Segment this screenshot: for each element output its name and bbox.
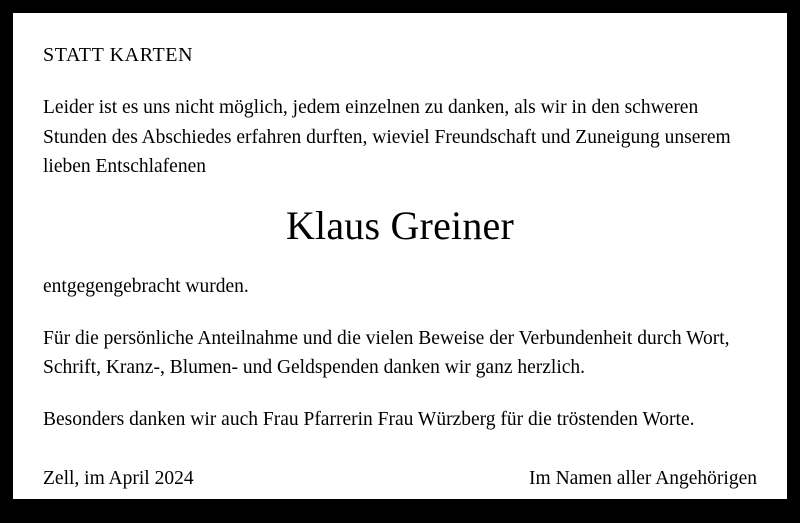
- on-behalf-line: Im Namen aller Angehörigen: [529, 468, 757, 490]
- signature-name: Siglinde Greiner: [619, 497, 757, 519]
- card-heading: STATT KARTEN: [43, 44, 194, 66]
- card-footer: [43, 464, 757, 523]
- thanks-paragraph: Für die persönliche Anteilnahme und die vielen Beweise der Verbundenheit durch Wort, Schrift, Kranz-, Blumen- und Geldspenden danken wir ganz herzlich.: [43, 327, 730, 379]
- continuation-text: entgegengebracht wurden.: [43, 275, 249, 297]
- place-and-date: Zell, im April 2024: [43, 468, 194, 490]
- deceased-name-block: [43, 204, 757, 248]
- signature-block: [529, 464, 757, 523]
- deceased-name: Klaus Greiner: [285, 202, 515, 248]
- intro-paragraph: Leider ist es uns nicht möglich, jedem einzelnen zu danken, als wir in den schweren Stunden des Abschiedes erfahren durften, wieviel Freundschaft und Zuneigung unserem lieben Entschlafenen: [43, 97, 731, 178]
- obituary-card: [13, 13, 787, 519]
- pastor-paragraph: Besonders danken wir auch Frau Pfarrerin Frau Würzberg für die tröstenden Worte.: [43, 408, 695, 430]
